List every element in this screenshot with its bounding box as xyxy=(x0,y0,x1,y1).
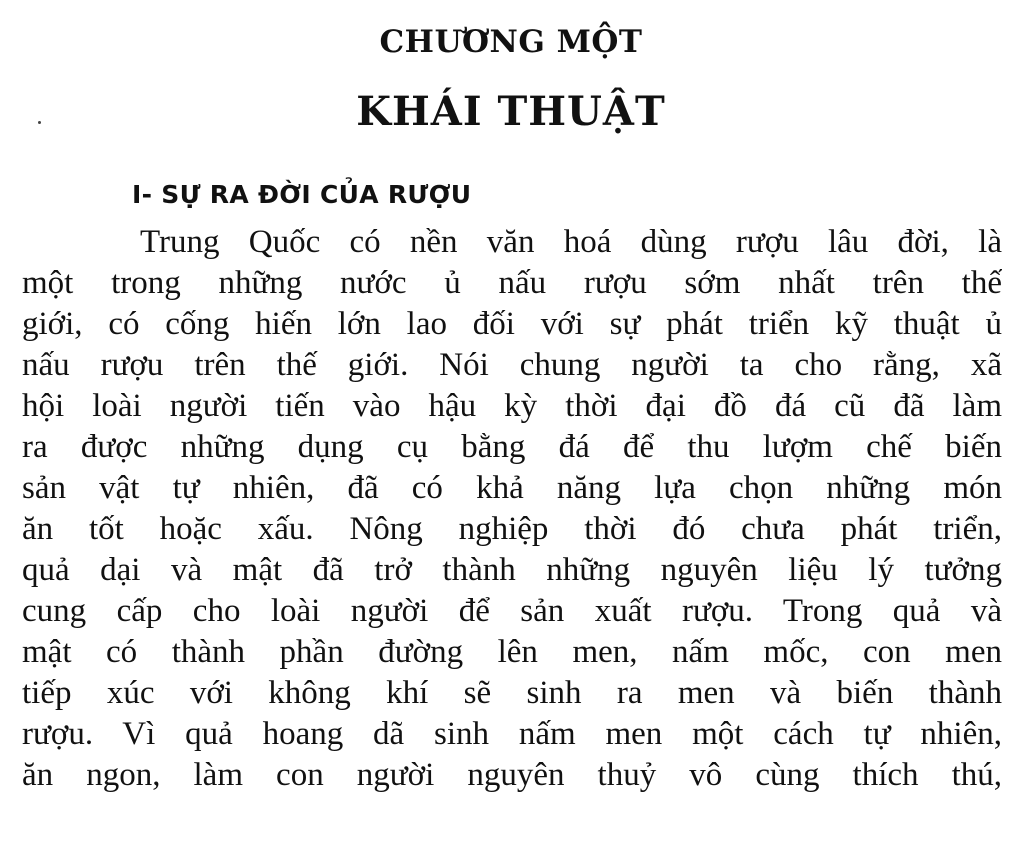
text-line: rượu. Vì quả hoang dã sinh nấm men một cách tự nhiên, xyxy=(22,716,1002,752)
text-line: tiếp xúc với không khí sẽ sinh ra men và biến thành xyxy=(22,675,1002,711)
body-paragraph xyxy=(22,222,1002,796)
text-line: hội loài người tiến vào hậu kỳ thời đại đồ đá cũ đã làm xyxy=(22,388,1002,424)
text-line: ra được những dụng cụ bằng đá để thu lượm chế biến xyxy=(22,429,1002,465)
chapter-title: KHÁI THUẬT xyxy=(356,88,666,135)
text-line: sản vật tự nhiên, đã có khả năng lựa chọn những món xyxy=(22,470,1002,506)
text-line: ăn tốt hoặc xấu. Nông nghiệp thời đó chưa phát triển, xyxy=(22,511,1002,547)
section-heading: I- SỰ RA ĐỜI CỦA RƯỢU xyxy=(132,180,472,209)
text-line: một trong những nước ủ nấu rượu sớm nhất trên thế xyxy=(22,265,1002,301)
text-line: giới, có cống hiến lớn lao đối với sự phát triển kỹ thuật ủ xyxy=(22,306,1002,342)
text-line: mật có thành phần đường lên men, nấm mốc, con men xyxy=(22,634,1002,670)
text-line: Trung Quốc có nền văn hoá dùng rượu lâu đời, là xyxy=(140,224,1002,260)
chapter-label: CHƯƠNG MỘT xyxy=(379,24,643,60)
text-line: quả dại và mật đã trở thành những nguyên liệu lý tưởng xyxy=(22,552,1002,588)
text-line: cung cấp cho loài người để sản xuất rượu. Trong quả và xyxy=(22,593,1002,629)
text-line: ăn ngon, làm con người nguyên thuỷ vô cùng thích thú, xyxy=(22,757,1002,793)
text-line: nấu rượu trên thế giới. Nói chung người ta cho rằng, xã xyxy=(22,347,1002,383)
